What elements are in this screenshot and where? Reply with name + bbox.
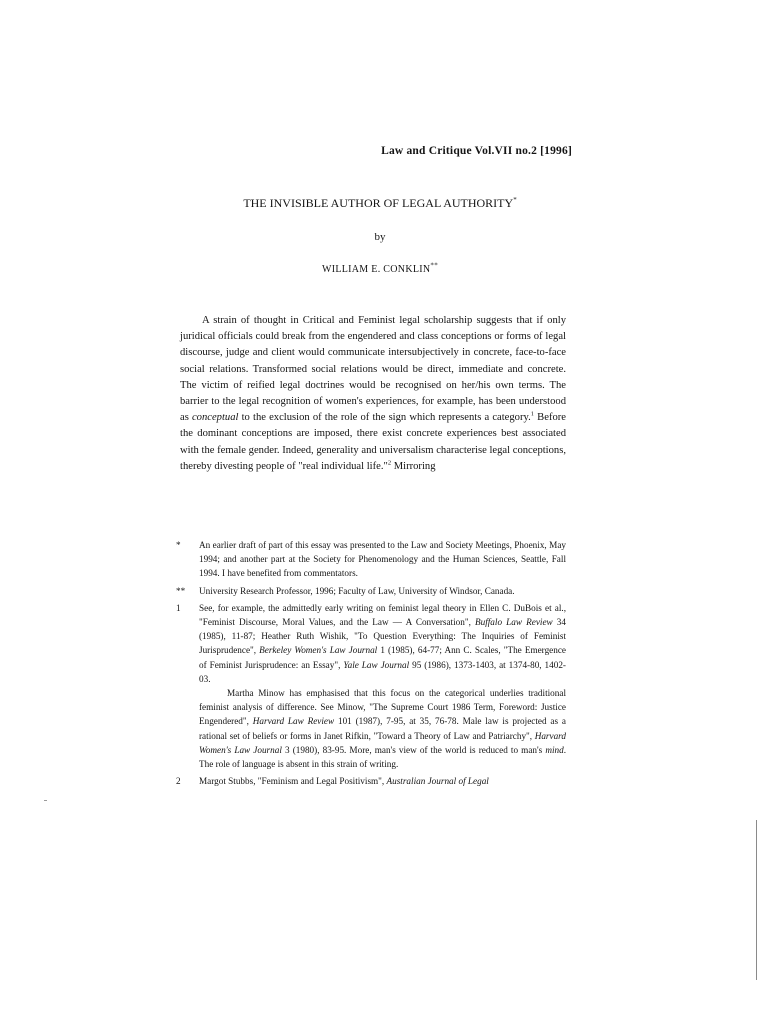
footnote-mark: ** — [176, 585, 186, 596]
footnote-ref-1: 1 — [530, 410, 535, 418]
footnotes-section — [176, 538, 566, 791]
journal-name: Harvard Women's Law Journal — [199, 730, 566, 755]
footnote-star — [176, 538, 566, 581]
body-text-segment: Mirroring — [391, 460, 436, 472]
body-text-segment: Before the dominant conceptions are imposed, there exist concrete experiences best associated with the female gender. Indeed, generality and universalism characterise legal conceptions, thereby divesting people of "real individual life." — [180, 412, 566, 472]
body-paragraph — [180, 313, 566, 475]
footnote-ref-2: 2 — [387, 459, 392, 467]
author-name — [180, 261, 580, 275]
footnote-mark: 2 — [176, 776, 181, 787]
scan-speck — [44, 800, 47, 801]
footnote-text: University Research Professor, 1996; Faculty of Law, University of Windsor, Canada. — [199, 585, 515, 596]
footnote-double-star — [176, 584, 566, 598]
footnote-text-segment: 34 (1985), 11-87; Heather Ruth Wishik, "To Question Everything: The Inquiries of Feminist Jurisprudence", — [199, 617, 566, 656]
journal-name: Australian Journal of Legal — [386, 776, 489, 787]
title-footnote-mark: * — [513, 196, 517, 204]
footnote-mark: 1 — [176, 602, 181, 613]
journal-name: Berkeley Women's Law Journal — [259, 645, 378, 656]
body-text-segment: to the exclusion of the role of the sign which represents a category. — [238, 412, 531, 424]
footnote-continuation — [199, 686, 566, 771]
article-title-text: THE INVISIBLE AUTHOR OF LEGAL AUTHORITY — [243, 196, 514, 210]
footnote-text-segment: See, for example, the admittedly early writing on feminist legal theory in Ellen C. DuBois et al., "Feminist Discourse, Moral Values, and the Law — A Conversation", — [199, 602, 566, 628]
footnote-1 — [176, 601, 566, 771]
footnote-text-segment: 1 (1985), 64-77; Ann C. Scales, "The Emergence of Feminist Jurisprudence: an Essay", — [199, 645, 566, 670]
footnote-text-segment: Martha Minow has emphasised that this focus on the categorical underlies traditional feminist analysis of difference. See Minow, "The Supreme Court 1986 Term, Foreword: Justice Engendered", — [199, 688, 566, 727]
author-footnote-mark: ** — [430, 261, 439, 270]
footnote-text-segment: 95 (1986), 1373-1403, at 1374-80, 1402-03. — [199, 659, 566, 684]
body-emphasis: conceptual — [191, 412, 239, 424]
scan-edge-line — [756, 820, 757, 980]
footnote-2 — [176, 774, 566, 788]
footnote-text-segment: 101 (1987), 7-95, at 35, 76-78. Male law is projected as a rational set of beliefs or forms in Janet Rifkin, "Toward a Theory of Law and Patriarchy", — [199, 716, 566, 741]
footnote-text-segment: Margot Stubbs, "Feminism and Legal Positivism", — [199, 776, 387, 787]
journal-name: Buffalo Law Review — [475, 617, 553, 628]
journal-header: Law and Critique Vol.VII no.2 [1996] — [381, 145, 572, 157]
body-text-segment: A strain of thought in Critical and Feminist legal scholarship suggests that if only juridical officials could break from the engendered and class conceptions or forms of legal discourse, judge and client would communicate intersubjectively in concrete, face-to-face social relations. Transformed social relations would be direct, immediate and concrete. The victim of reified legal doctrines would be recognised on her/his own terms. The barrier to the legal recognition of women's experiences, for example, has been understood as — [180, 315, 566, 424]
footnote-text-segment: 3 (1980), 83-95. More, man's view of the world is reduced to man's — [281, 744, 546, 755]
emphasis-word: mind — [545, 744, 564, 755]
journal-name: Yale Law Journal — [343, 659, 410, 670]
footnote-text: An earlier draft of part of this essay was presented to the Law and Society Meetings, Phoenix, May 1994; and another part at the Society for Phenomenology and the Human Sciences, Seattle, Fall 1994. I have benefited from commentators. — [199, 540, 566, 579]
footnote-mark: * — [176, 540, 181, 550]
article-title — [180, 196, 580, 211]
footnote-text-segment: . The role of language is absent in this strain of writing. — [199, 744, 566, 770]
byline-by: by — [374, 231, 386, 243]
journal-name: Harvard Law Review — [252, 716, 335, 727]
footnote-text — [199, 601, 566, 686]
footnote-text — [199, 774, 566, 788]
author-name-text: WILLIAM E. CONKLIN — [321, 264, 431, 275]
